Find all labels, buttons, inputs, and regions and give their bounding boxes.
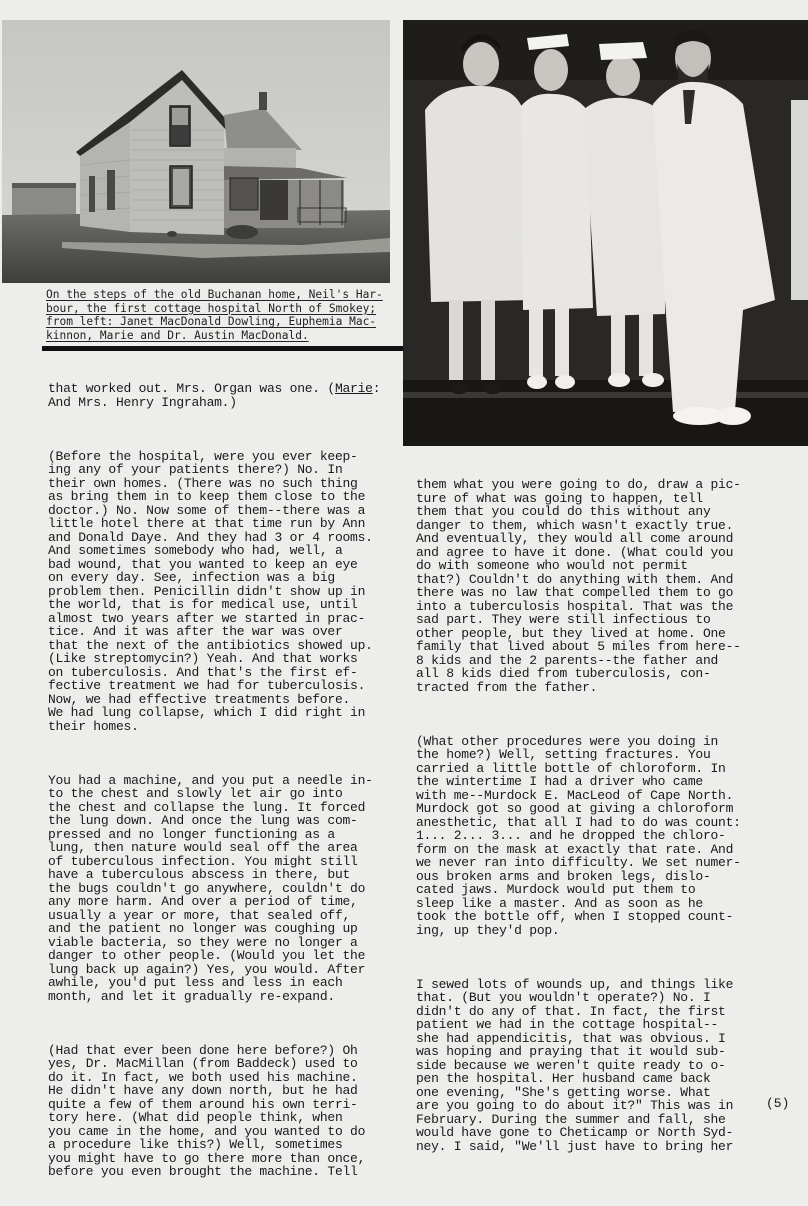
caption-line: kinnon, Marie and Dr. Austin MacDonald. [46, 328, 309, 342]
speaker-name: Marie [334, 381, 373, 396]
photo-caption [46, 288, 396, 342]
staff-photo-image [403, 20, 808, 446]
article-column-left [48, 355, 406, 1206]
caption-divider [42, 346, 403, 351]
text-run: that worked out. Mrs. Organ was one. ( [48, 381, 335, 396]
paragraph: You had a machine, and you put a needle in- to the chest and slowly let air go into the chest and collapse the lung. It forced the lung down. And once the lung was com- pressed and no longer functioning as a lung, then nature would seal off the area of tuberculous infection. You might still have a tuberculous abscess in there, but the bugs couldn't go anywhere, couldn't do any more harm. And over a period of time, usually a year or more, that sealed off, and the patient no longer was coughing up viable bacteria, so they were no longer a danger to other people. (Would you let the lung back up again?) Yes, you would. After awhile, you'd put less and less in each month, and let it gradually re-expand. [48, 772, 373, 1004]
house-photo-image [2, 20, 390, 283]
house-photo [2, 20, 390, 283]
paragraph: (What other procedures were you doing in the home?) Well, setting fractures. You carried a little bottle of chloroform. In the wintertime I had a driver who came with me--Murdock E. MacLeod of Cape North. Murdock got so good at giving a chloroform anesthetic, that all I had to do was count: 1... 2... 3... and he dropped the chloro- form on the mask at exactly that rate. And we never ran into difficulty. We set numer- ous broken arms and broken legs, dislo- cated jaws. Murdock would put them to sleep like a master. And as soon as he took the bottle off, when I stopped count- ing, up they'd pop. [416, 733, 741, 938]
text-run: And Mrs. Henry Ingraham.) [48, 394, 237, 410]
caption-line: from left: Janet MacDonald Dowling, Euphemia Mac- [46, 315, 377, 328]
staff-photo [403, 20, 808, 446]
paragraph: them what you were going to do, draw a pic- ture of what was going to happen, tell them that you could do this without any danger to them, which wasn't exactly true. And eventually, they would all come around and agree to have it done. (What could you do with someone who would not permit that?) Couldn't do anything with them. And there was no law that compelled them to go into a tuberculosis hospital. That was the sad part. They were still infectious to other people, but they lived at home. One family that lived about 5 miles from here-- 8 kids and the 2 parents--the father and all 8 kids died from tuberculosis, con- tracted from the father. [416, 477, 741, 695]
caption-line: bour, the first cottage hospital North of Smokey; [46, 301, 377, 315]
paragraph: (Had that ever been done here before?) Oh yes, Dr. MacMillan (from Baddeck) used to do it. In fact, we both used his machine. He didn't have any down north, but he had quite a few of them around his own terri- tory here. (What did people think, when you came in the home, and you wanted to do a procedure like this?) Well, sometimes you might have to go there more than once, before you even brought the machine. Tell [48, 1042, 366, 1179]
caption-line: On the steps of the old Buchanan home, Neil's Har- [46, 288, 383, 301]
text-run: : [372, 381, 381, 396]
article-column-right [416, 451, 776, 1180]
paragraph: I sewed lots of wounds up, and things like that. (But you wouldn't operate?) No. I didn't do any of that. In fact, the first patient we had in the cottage hospital-- she had appendicitis, that was obvious. I was hoping and praying that it would sub- side because we weren't quite ready to o- pen the hospital. Her husband came back one evening, "She's getting worse. What are you going to do about it?" This was in February. During the summer and fall, she would have gone to Cheticamp or North Syd- ney. I said, "We'll just have to bring her [416, 976, 734, 1154]
page-number: (5) [766, 1096, 790, 1111]
paragraph [48, 382, 406, 409]
paragraph: (Before the hospital, were you ever keep- ing any of your patients there?) No. In their own homes. (There was no such thing as bring them in to keep them close to the doctor.) No. Now some of them--there was a little hotel there at that time run by Ann and Donald Daye. And they had 3 or 4 rooms. And sometimes somebody who had, well, a bad wound, that you wanted to keep an eye on every day. See, infection was a big problem then. Penicillin didn't show up in the world, that is for medical use, until almost two years after we started in prac- tice. And it was after the war was over that the next of the antibiotics showed up. (Like streptomycin?) Yeah. And that works on tuberculosis. And that's the first ef- fective treatment we had for tuberculosis. Now, we had effective treatments before. We had lung collapse, which I did right in their homes. [48, 448, 373, 734]
